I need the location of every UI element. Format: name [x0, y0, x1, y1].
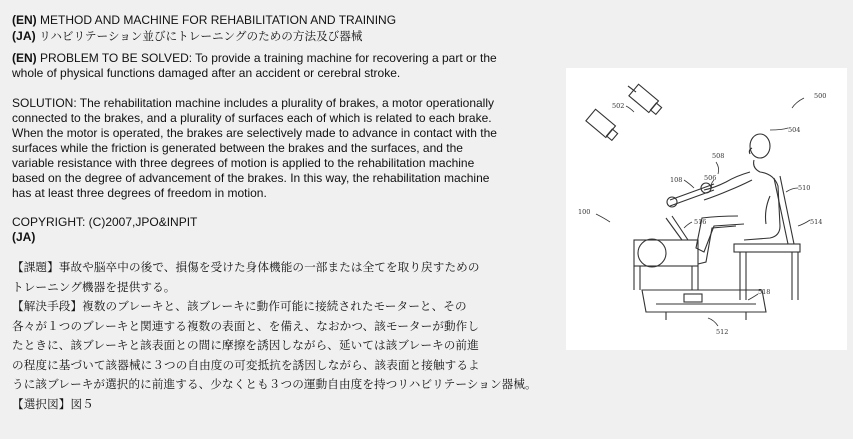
- camera-lower-icon: [586, 109, 618, 140]
- title-en-tag: (EN): [12, 13, 37, 27]
- solution-line: has at least three degrees of freedom in motion.: [12, 186, 267, 200]
- label-512: 512: [716, 328, 729, 336]
- solution-block: [12, 96, 497, 201]
- ja-line: 【解決手段】複数のブレーキと、該ブレーキに動作可能に接続されたモーターと、その: [12, 299, 467, 313]
- leader-lines: [596, 98, 810, 326]
- solution-line: connected to the brakes, and a plurality of surfaces each of which is related to each brake.: [12, 111, 492, 125]
- handle-assembly: [667, 183, 714, 207]
- title-ja: [12, 29, 362, 44]
- ja-line: 【課題】事故や脳卒中の後で、損傷を受けた身体機能の一部または全てを取り戻すための: [12, 260, 480, 274]
- label-518: 518: [758, 288, 771, 296]
- base-platform: [642, 290, 766, 320]
- label-502: 502: [612, 102, 625, 110]
- patent-figure: [566, 68, 847, 350]
- ja-line: の程度に基づいて該器械に３つの自由度の可変抵抗を誘因しながら、該表面と接触するよ: [12, 357, 480, 372]
- label-506: 506: [704, 174, 717, 182]
- label-514: 514: [810, 218, 823, 226]
- label-108: 108: [670, 176, 683, 184]
- solution-line: surfaces while the friction is generated between the brakes and the surfaces, and the: [12, 141, 463, 155]
- copyright-block: [12, 215, 197, 245]
- rehabilitation-machine-drawing: [566, 68, 847, 350]
- title-ja-text: リハビリテーション並びにトレーニングのための方法及び器械: [39, 29, 363, 43]
- label-500: 500: [814, 92, 827, 100]
- problem-line-2: whole of physical functions damaged after an accident or cerebral stroke.: [12, 66, 401, 80]
- machine-frame: [634, 216, 698, 290]
- label-504: 504: [788, 126, 801, 134]
- ja-line: トレーニング機器を提供する。: [12, 279, 176, 294]
- ja-line: 【選択図】図５: [12, 396, 94, 411]
- solution-line: variable resistance with three degrees of motion is applied to the rehabilitation machine: [12, 156, 475, 170]
- solution-line: SOLUTION: The rehabilitation machine includes a plurality of brakes, a motor operationally: [12, 96, 495, 110]
- label-516: 516: [694, 218, 707, 226]
- problem-line-1: PROBLEM TO BE SOLVED: To provide a training machine for recovering a part or the: [40, 51, 497, 65]
- title-en: [12, 13, 396, 28]
- problem-tag: (EN): [12, 51, 37, 65]
- ja-abstract: [12, 258, 537, 414]
- label-508: 508: [712, 152, 725, 160]
- copyright-text: COPYRIGHT: (C)2007,JPO&INPIT: [12, 215, 198, 229]
- label-100: 100: [578, 208, 591, 216]
- solution-line: based on the degree of advancement of the brakes. In this way, the rehabilitation machine: [12, 171, 490, 185]
- title-en-text: METHOD AND MACHINE FOR REHABILITATION AND TRAINING: [40, 13, 397, 27]
- ja-line: たときに、該ブレーキと該表面との間に摩擦を誘因しながら、延いては該ブレーキの前進: [12, 338, 479, 352]
- copyright-tag: (JA): [12, 230, 36, 244]
- problem-block: [12, 51, 497, 81]
- solution-line: When the motor is operated, the brakes are selectively made to advance in contact with the: [12, 126, 497, 140]
- ja-line: うに該ブレーキが選択的に前進する、少なくとも３つの運動自由度を持つリハビリテーション器械。: [12, 377, 537, 391]
- camera-top-icon: [628, 84, 662, 114]
- label-510: 510: [798, 184, 811, 192]
- title-ja-tag: (JA): [12, 29, 36, 43]
- ja-line: 各々が１つのブレーキと関連する複数の表面と、を備え、なおかつ、該モーターが動作し: [12, 318, 480, 333]
